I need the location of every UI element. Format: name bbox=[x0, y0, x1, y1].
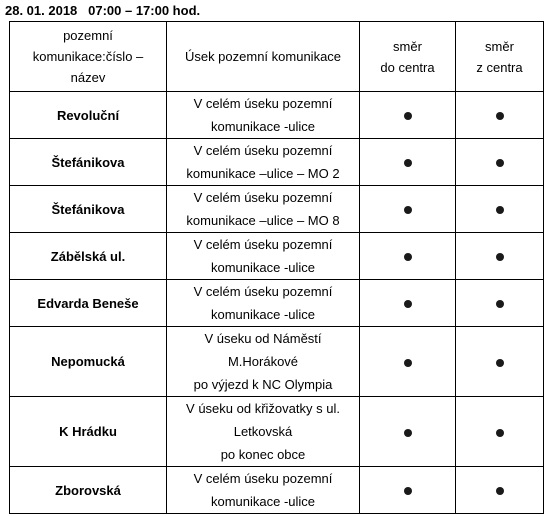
road-name-cell: Edvarda Beneše bbox=[10, 280, 167, 327]
header-line: Úsek pozemní komunikace bbox=[184, 49, 342, 64]
road-section-cell bbox=[167, 280, 360, 327]
table-row bbox=[10, 233, 544, 280]
bullet-icon bbox=[404, 206, 412, 214]
road-section-line: komunikace -ulice bbox=[210, 494, 316, 509]
road-name-cell: K Hrádku bbox=[10, 397, 167, 467]
direction-to-centre-cell bbox=[360, 139, 456, 186]
direction-from-centre-cell bbox=[456, 139, 544, 186]
header-road-section bbox=[167, 22, 360, 92]
table-row bbox=[10, 92, 544, 139]
bullet-icon bbox=[404, 429, 412, 437]
road-name-cell: Zborovská bbox=[10, 467, 167, 514]
table-row bbox=[10, 467, 544, 514]
road-name-cell: Štefánikova bbox=[10, 186, 167, 233]
direction-from-centre-cell bbox=[456, 467, 544, 514]
header-line: název bbox=[70, 70, 106, 85]
direction-from-centre-cell bbox=[456, 280, 544, 327]
road-section-line: V úseku od Náměstí bbox=[204, 331, 322, 346]
header-direction-to-centre bbox=[360, 22, 456, 92]
header-line: směr bbox=[393, 38, 422, 54]
road-section-line: V úseku od křižovatky s ul. bbox=[186, 401, 340, 416]
bullet-icon bbox=[496, 253, 504, 261]
direction-from-centre-cell bbox=[456, 186, 544, 233]
road-section-line: komunikace -ulice bbox=[210, 260, 316, 275]
road-section-line: V celém úseku pozemní bbox=[193, 284, 333, 299]
header-road-name bbox=[10, 22, 167, 92]
road-section-line: M.Horákové bbox=[227, 354, 299, 369]
road-section-cell bbox=[167, 397, 360, 467]
bullet-icon bbox=[496, 159, 504, 167]
road-section-line: po výjezd k NC Olympia bbox=[193, 377, 333, 392]
table-row bbox=[10, 139, 544, 186]
bullet-icon bbox=[404, 359, 412, 367]
road-name-cell: Revoluční bbox=[10, 92, 167, 139]
road-section-line: V celém úseku pozemní bbox=[193, 471, 333, 486]
table-row bbox=[10, 397, 544, 467]
road-section-cell bbox=[167, 139, 360, 186]
bullet-icon bbox=[404, 300, 412, 308]
bullet-icon bbox=[496, 429, 504, 437]
bullet-icon bbox=[496, 112, 504, 120]
table-row bbox=[10, 327, 544, 397]
direction-from-centre-cell bbox=[456, 397, 544, 467]
header-direction-from-centre bbox=[456, 22, 544, 92]
header-line: komunikace:číslo – bbox=[32, 49, 144, 64]
road-section-cell bbox=[167, 92, 360, 139]
bullet-icon bbox=[496, 359, 504, 367]
header-line: z centra bbox=[476, 59, 523, 75]
direction-from-centre-cell bbox=[456, 233, 544, 280]
road-section-line: Letkovská bbox=[233, 424, 293, 439]
direction-to-centre-cell bbox=[360, 186, 456, 233]
bullet-icon bbox=[404, 487, 412, 495]
bullet-icon bbox=[404, 112, 412, 120]
road-section-line: komunikace -ulice bbox=[210, 119, 316, 134]
bullet-icon bbox=[404, 253, 412, 261]
header-line: směr bbox=[485, 38, 514, 54]
road-section-line: komunikace -ulice bbox=[210, 307, 316, 322]
table-body bbox=[10, 92, 544, 514]
direction-to-centre-cell bbox=[360, 467, 456, 514]
direction-from-centre-cell bbox=[456, 327, 544, 397]
direction-to-centre-cell bbox=[360, 327, 456, 397]
road-section-cell bbox=[167, 186, 360, 233]
bullet-icon bbox=[496, 206, 504, 214]
date-time-heading: 28. 01. 2018 07:00 – 17:00 hod. bbox=[5, 3, 201, 18]
direction-to-centre-cell bbox=[360, 92, 456, 139]
bullet-icon bbox=[496, 300, 504, 308]
table-header-row bbox=[10, 22, 544, 92]
road-section-line: V celém úseku pozemní bbox=[193, 96, 333, 111]
road-section-line: V celém úseku pozemní bbox=[193, 143, 333, 158]
direction-to-centre-cell bbox=[360, 233, 456, 280]
road-closure-table bbox=[9, 21, 544, 514]
road-section-line: po konec obce bbox=[220, 447, 306, 462]
road-name-cell: Štefánikova bbox=[10, 139, 167, 186]
road-section-line: V celém úseku pozemní bbox=[193, 237, 333, 252]
road-section-line: V celém úseku pozemní bbox=[193, 190, 333, 205]
road-section-line: komunikace –ulice – MO 2 bbox=[186, 166, 340, 181]
table-row bbox=[10, 280, 544, 327]
road-name-cell: Zábělská ul. bbox=[10, 233, 167, 280]
road-section-cell bbox=[167, 233, 360, 280]
direction-from-centre-cell bbox=[456, 92, 544, 139]
direction-to-centre-cell bbox=[360, 397, 456, 467]
direction-to-centre-cell bbox=[360, 280, 456, 327]
road-section-line: komunikace –ulice – MO 8 bbox=[186, 213, 340, 228]
road-name-cell: Nepomucká bbox=[10, 327, 167, 397]
header-line: pozemní bbox=[63, 28, 113, 43]
road-section-cell bbox=[167, 467, 360, 514]
table-row bbox=[10, 186, 544, 233]
road-section-cell bbox=[167, 327, 360, 397]
header-line: do centra bbox=[380, 59, 435, 75]
bullet-icon bbox=[404, 159, 412, 167]
bullet-icon bbox=[496, 487, 504, 495]
